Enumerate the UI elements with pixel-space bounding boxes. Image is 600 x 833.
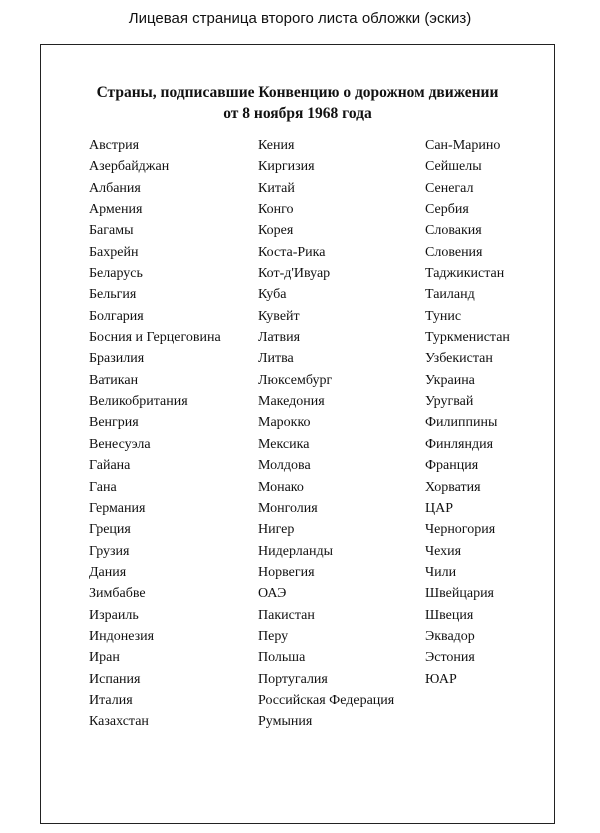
country-name: Кот-д'Ивуар [258,266,331,282]
country-name: Киргизия [258,159,315,175]
country-name: Греция [89,522,131,538]
country-name: Босния и Герцеговина [89,330,221,346]
country-name: Дания [89,564,127,580]
country-name: Словакия [425,223,482,239]
country-name: Хорватия [425,479,481,495]
country-column-2 [258,135,394,733]
country-name: ЮАР [425,671,457,687]
country-name: Черногория [425,522,496,538]
country-name: Багамы [89,223,134,239]
country-name: Швеция [425,607,474,623]
country-name: Испания [89,671,141,687]
country-name: Литва [258,351,294,367]
country-name: ЦАР [425,500,454,516]
country-name: Нидерланды [258,543,333,559]
country-name: Швейцария [425,586,494,602]
country-name: Македония [258,394,325,410]
country-name: Бразилия [89,351,145,367]
country-name: Израиль [89,607,139,623]
country-name: Монголия [258,500,318,516]
country-name: Сан-Марино [425,138,501,153]
country-name: Перу [258,628,289,644]
country-name: Словения [425,244,483,260]
country-name: Пакистан [258,607,315,623]
country-name: Чехия [425,543,462,559]
country-name: Молдова [258,458,311,474]
country-name: Куба [258,287,287,303]
country-name: Финляндия [425,436,494,452]
country-name: Польша [258,650,306,666]
country-name: Российская Федерация [258,692,395,708]
country-name: Бахрейн [89,244,139,260]
country-name: Бельгия [89,287,137,303]
country-name: Тунис [425,308,462,324]
country-name: Беларусь [89,266,143,282]
country-name: Азербайджан [89,159,170,175]
country-name: Чили [425,564,457,580]
page-caption: Лицевая страница второго листа обложки (эскиз) [128,10,472,27]
country-name: Норвегия [258,564,315,580]
country-name: Уругвай [425,394,474,410]
country-name: Казахстан [89,714,149,730]
country-name: ОАЭ [258,586,287,602]
country-column-1 [89,135,221,733]
country-name: Марокко [258,415,311,431]
country-name: Корея [258,223,294,239]
country-name: Латвия [258,330,301,346]
country-name: Великобритания [89,394,188,410]
country-name: Конго [258,202,294,218]
country-name: Сейшелы [425,159,482,175]
country-name: Венгрия [89,415,139,431]
country-name: Украина [425,372,475,388]
country-name: Узбекистан [425,351,493,367]
country-name: Сербия [425,202,469,218]
country-name: Кувейт [258,308,300,324]
country-name: Эстония [425,650,475,666]
heading-line-2: от 8 ноября 1968 года [223,105,372,122]
country-name: Филиппины [425,415,498,431]
country-name: Болгария [89,308,144,324]
country-name: Зимбабве [89,586,146,602]
country-name: Португалия [258,671,328,687]
country-name: Франция [425,458,479,474]
country-name: Германия [89,500,146,516]
country-name: Китай [258,180,295,196]
country-name: Мексика [258,436,310,452]
country-name: Нигер [258,522,295,538]
country-name: Грузия [89,543,130,559]
country-name: Иран [89,650,120,666]
country-name: Туркменистан [425,330,510,346]
country-name: Ватикан [89,372,139,388]
heading-line-1: Страны, подписавшие Конвенцию о дорожном движении [96,84,499,101]
country-name: Гана [89,479,117,495]
country-name: Албания [89,180,141,196]
country-column-3 [425,135,510,690]
country-name: Венесуэла [89,436,151,452]
country-name: Индонезия [89,628,155,644]
document-heading [40,82,555,124]
country-name: Сенегал [425,180,474,196]
country-name: Монако [258,479,304,495]
country-name: Коста-Рика [258,244,326,260]
country-name: Эквадор [425,628,475,644]
country-name: Гайана [89,458,131,474]
country-name: Кения [258,138,295,153]
country-name: Армения [89,202,143,218]
country-name: Таджикистан [425,266,505,282]
country-name: Румыния [258,714,313,730]
country-name: Таиланд [425,287,475,303]
country-name: Люксембург [258,372,333,388]
country-name: Австрия [89,138,140,153]
country-name: Италия [89,692,133,708]
